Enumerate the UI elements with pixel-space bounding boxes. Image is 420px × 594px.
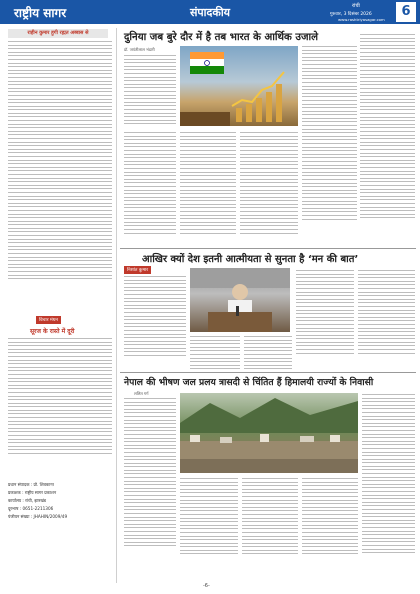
editor-name: प्रो. शिवकान्त — [33, 482, 54, 487]
third-col1-text — [124, 398, 176, 549]
third-col5-text — [362, 394, 415, 556]
section-title: संपादकीय — [190, 6, 231, 19]
main-col1-text — [124, 55, 176, 127]
box-text — [8, 338, 112, 457]
main-col4-text — [302, 46, 357, 222]
main-col2-text — [180, 132, 236, 236]
edition-date: गुरुवार, 3 दिसंबर 2026 — [330, 12, 372, 17]
page-number: 6 — [396, 2, 416, 22]
reg-label: पंजीयन संख्या — [8, 514, 30, 519]
flood-photo — [180, 393, 358, 473]
imprint-box: प्रधान संपादक : प्रो. शिवकान्त प्रकाशक : राष्ट्रीय सागर प्रकाशन कार्यालय : रांची, झारखंड दूरभाष : 0651-2211306 पंजीयन संख्या : JHAHIN/2009/49 — [8, 482, 68, 519]
publisher-name: राष्ट्रीय सागर प्रकाशन — [24, 490, 57, 495]
third-col3-text — [242, 478, 298, 557]
main-col3-text — [240, 132, 298, 236]
article-divider — [120, 248, 416, 249]
second-col3-text — [244, 336, 292, 372]
column-divider — [116, 28, 117, 583]
edition-city: रांची — [352, 3, 360, 9]
flood-landscape — [180, 393, 358, 473]
second-byline: निशांत कुमार — [124, 266, 151, 274]
article-divider-2 — [120, 372, 416, 373]
mann-ki-baat-graphic — [190, 268, 290, 332]
second-headline: आखिर क्यों देश इतनी आत्मीयता से सुनता है ‘मन की बात’ — [142, 254, 359, 265]
left-column-text — [8, 41, 112, 282]
address: रांची, झारखंड — [25, 498, 47, 503]
phone-label: दूरभाष — [8, 506, 19, 511]
left-column-heading: राहीन कुमार हुगी रह्मत अब्बास से — [8, 29, 108, 38]
economy-photo — [180, 46, 298, 126]
newspaper-logo: राष्ट्रीय सागर — [14, 6, 67, 20]
footer-page-number: -6- — [203, 583, 210, 589]
editor-label: प्रधान संपादक — [8, 482, 30, 487]
phone: 0651-2211306 — [22, 506, 54, 511]
second-col2-text — [190, 336, 240, 372]
third-byline: ललित गर्ग — [134, 391, 149, 396]
second-col5-text — [358, 270, 415, 356]
address-label: कार्यालय — [8, 498, 22, 503]
main-byline: डॉ. जयंतीलाल भंडारी — [124, 47, 155, 52]
radio-photo — [190, 268, 290, 332]
main-col5-text — [360, 34, 415, 221]
economy-graphic — [180, 46, 298, 126]
main-headline: दुनिया जब बुरे दौर में है तब भारत के आर्थिक उजाले — [124, 32, 319, 43]
main-col1b-text — [124, 132, 176, 236]
website: www.rashtriyasagar.com — [338, 17, 385, 22]
third-col4-text — [302, 478, 358, 557]
box-label: विचार मंथन — [36, 316, 61, 324]
second-col1-text — [124, 276, 186, 359]
third-col2-text — [180, 478, 238, 557]
reg-number: JHAHIN/2009/49 — [33, 514, 68, 519]
third-headline: नेपाल की भीषण जल प्रलय त्रासदी से चिंतित हैं हिमालयी राज्यों के निवासी — [124, 377, 374, 388]
second-col4-text — [296, 270, 354, 356]
publisher-label: प्रकाशक — [8, 490, 21, 495]
box-heading: सूरज के रास्ते में दूरी — [30, 328, 75, 335]
masthead — [0, 0, 420, 24]
